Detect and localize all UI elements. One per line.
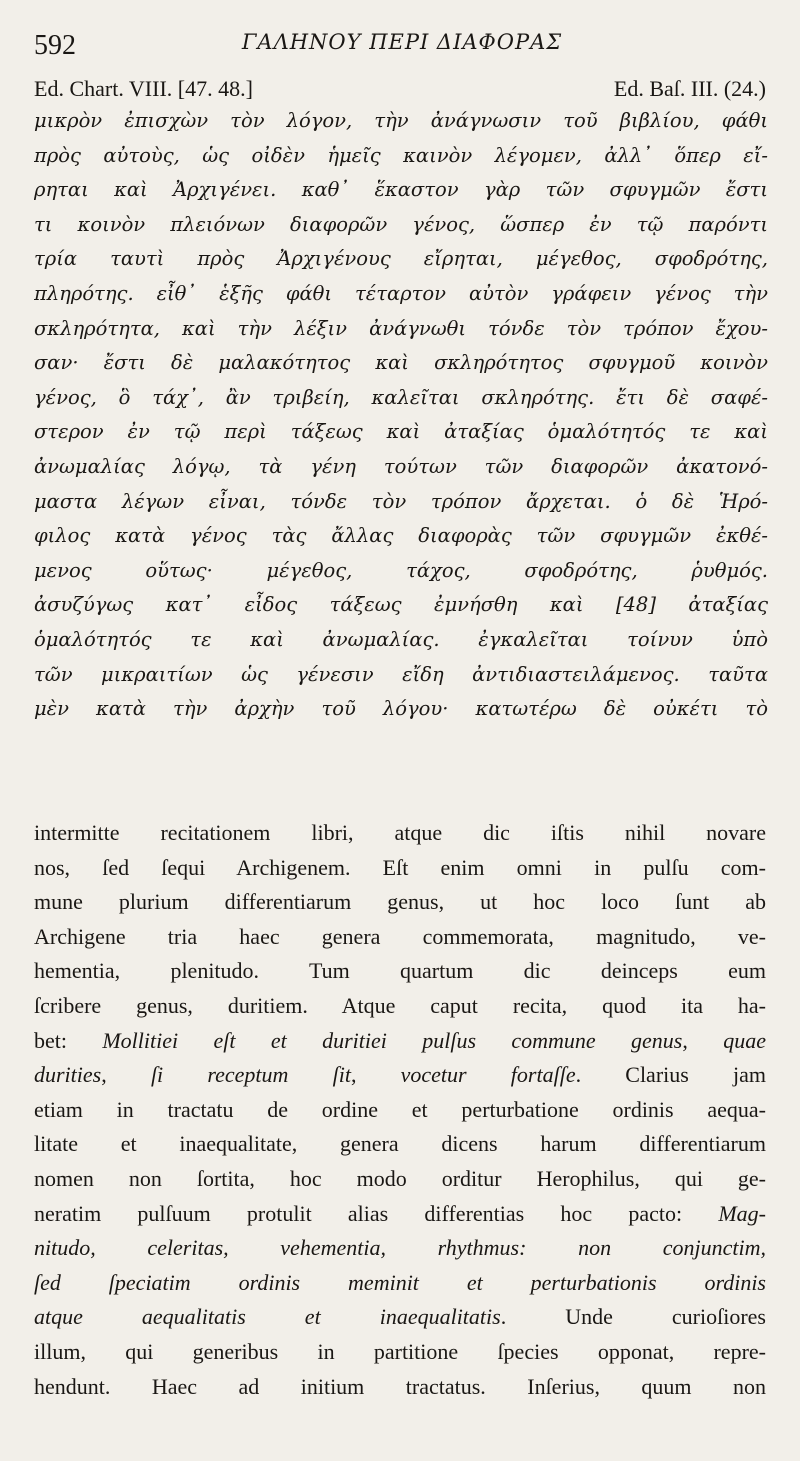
- latin-line: [34, 1127, 766, 1162]
- greek-line: ρηται καὶ Ἀρχιγένει. καθ᾽ ἕκαστον γὰρ τῶν σφυγμῶν ἔστι: [34, 178, 768, 202]
- latin-line: [34, 1197, 766, 1232]
- latin-text-run: nomen non ſortita, hoc modo orditur Herophilus, qui ge-: [34, 1165, 766, 1191]
- latin-line: [34, 1266, 766, 1301]
- latin-line: [34, 1162, 766, 1197]
- greek-line: σαν· ἔστι δὲ μαλακότητος καὶ σκληρότητος σφυγμοῦ κοινὸν: [34, 351, 768, 375]
- latin-line: [34, 954, 766, 989]
- greek-text-block: [34, 104, 768, 727]
- latin-italic-run: vocetur fortaſſe: [400, 1062, 576, 1088]
- latin-text-run: nos, ſed ſequi Archigenem. Eſt enim omni in pulſu com-: [34, 854, 766, 880]
- latin-text-run: bet:: [34, 1027, 103, 1053]
- running-title: ΓΑΛΗΝΟΥ ΠΕΡΙ ΔΙΑΦΟΡΑΣ: [241, 30, 563, 54]
- edition-references: [34, 76, 766, 106]
- latin-line: [34, 989, 766, 1024]
- latin-line: [34, 1024, 766, 1059]
- latin-italic-run: Mag-: [718, 1200, 766, 1226]
- latin-italic-run: durities: [34, 1062, 102, 1088]
- greek-line: ὁμαλότητός τε καὶ ἀνωμαλίας. ἐγκαλεῖται τοίνυν ὑπὸ: [34, 627, 768, 651]
- greek-line: τι κοινὸν πλειόνων διαφορῶν γένος, ὥσπερ ἐν τῷ παρόντι: [34, 212, 768, 236]
- greek-line: μαστα λέγων εἶναι, τόνδε τὸν τρόπον ἄρχεται. ὁ δὲ Ἡρό-: [34, 489, 768, 513]
- greek-line: μὲν κατὰ τὴν ἀρχὴν τοῦ λόγου· κατωτέρω δὲ οὐκέτι τὸ: [34, 697, 768, 721]
- latin-line: [34, 1300, 766, 1335]
- latin-text-run: . Unde curioſiores: [500, 1304, 766, 1330]
- latin-line: [34, 816, 766, 851]
- latin-text-block: [34, 816, 766, 1404]
- latin-text-run: hementia, plenitudo. Tum quartum dic deinceps eum: [34, 958, 766, 984]
- greek-line: στερον ἐν τῷ περὶ τάξεως καὶ ἀταξίας ὁμαλότητός τε καὶ: [34, 420, 768, 444]
- greek-line: ἀνωμαλίας λόγῳ, τὰ γένη τούτων τῶν διαφορῶν ἀκατονό-: [34, 454, 768, 478]
- latin-italic-run: ſed ſpeciatim ordinis meminit et perturbationis ordinis: [34, 1269, 766, 1295]
- latin-text-run: ,: [101, 1062, 151, 1088]
- latin-italic-run: atque aequalitatis et inaequalitatis: [34, 1304, 501, 1330]
- latin-text-run: mune plurium differentiarum genus, ut hoc loco ſunt ab: [34, 889, 766, 915]
- greek-line: μικρὸν ἐπισχὼν τὸν λόγον, τὴν ἀνάγνωσιν τοῦ βιβλίου, φάθι: [34, 109, 768, 132]
- latin-text-run: . Clarius jam: [575, 1062, 766, 1088]
- latin-line: [34, 1335, 766, 1370]
- greek-line: σκληρότητα, καὶ τὴν λέξιν ἀνάγνωθι τόνδε τὸν τρόπον ἔχου-: [34, 316, 768, 340]
- latin-italic-run: quae: [723, 1027, 766, 1053]
- latin-text-run: illum, qui generibus in partitione ſpecies opponat, repre-: [34, 1338, 766, 1364]
- latin-line: [34, 851, 766, 886]
- greek-line: ἀσυζύγως κατ᾽ εἶδος τάξεως ἐμνήσθη καὶ [48] ἀταξίας: [34, 593, 768, 617]
- latin-text-run: intermitte recitationem libri, atque dic iſtis nihil novare: [34, 820, 766, 845]
- greek-line: πρὸς αὐτοὺς, ὡς οἰδὲν ἡμεῖς καινὸν λέγομεν, ἀλλ᾽ ὅπερ εἴ-: [34, 143, 768, 167]
- latin-text-run: etiam in tractatu de ordine et perturbatione ordinis aequa-: [34, 1096, 766, 1122]
- edition-basel-reference: Ed. Baſ. III. (24.): [613, 76, 766, 101]
- greek-line: μενος οὕτως· μέγεθος, τάχος, σφοδρότης, ῥυθμός.: [34, 558, 768, 582]
- latin-text-run: ſcribere genus, duritiem. Atque caput recita, quod ita ha-: [34, 992, 766, 1018]
- greek-line: γένος, ὃ τάχ᾽, ἂν τριβείη, καλεῖται σκληρότης. ἔτι δὲ σαφέ-: [34, 385, 768, 409]
- latin-line: [34, 1058, 766, 1093]
- latin-text-run: neratim pulſuum protulit alias differentias hoc pacto:: [34, 1200, 719, 1226]
- latin-text-run: hendunt. Haec ad initium tractatus. Inſerius, quum non: [34, 1373, 766, 1399]
- latin-text-run: ,: [682, 1027, 724, 1053]
- page-number: 592: [34, 30, 76, 61]
- latin-text-run: litate et inaequalitate, genera dicens harum differentiarum: [34, 1131, 766, 1157]
- greek-line: φιλος κατὰ γένος τὰς ἄλλας διαφορὰς τῶν σφυγμῶν ἐκθέ-: [34, 524, 768, 548]
- latin-line: [34, 1370, 766, 1405]
- latin-italic-run: ſi receptum ſit: [150, 1062, 351, 1088]
- latin-line: [34, 920, 766, 955]
- latin-line: [34, 1093, 766, 1128]
- latin-italic-run: nitudo, celeritas, vehementia, rhythmus: non conjunctim,: [34, 1235, 766, 1261]
- latin-line: [34, 885, 766, 920]
- greek-line: τρία ταυτὶ πρὸς Ἀρχιγένους εἴρηται, μέγεθος, σφοδρότης,: [34, 247, 768, 271]
- edition-chartier-reference: Ed. Chart. VIII. [47. 48.]: [34, 76, 253, 101]
- latin-text-run: Archigene tria haec genera commemorata, magnitudo, ve-: [34, 923, 766, 949]
- latin-italic-run: Mollitiei eſt et duritiei pulſus commune genus: [102, 1027, 683, 1053]
- latin-line: [34, 1231, 766, 1266]
- greek-line: πληρότης. εἶθ᾽ ἑξῆς φάθι τέταρτον αὐτὸν γράφειν γένος τὴν: [34, 281, 768, 305]
- page-header: [34, 26, 770, 66]
- greek-line: τῶν μικραιτίων ὡς γένεσιν εἴδη ἀντιδιαστειλάμενος. ταῦτα: [34, 662, 768, 686]
- latin-text-run: ,: [350, 1062, 401, 1088]
